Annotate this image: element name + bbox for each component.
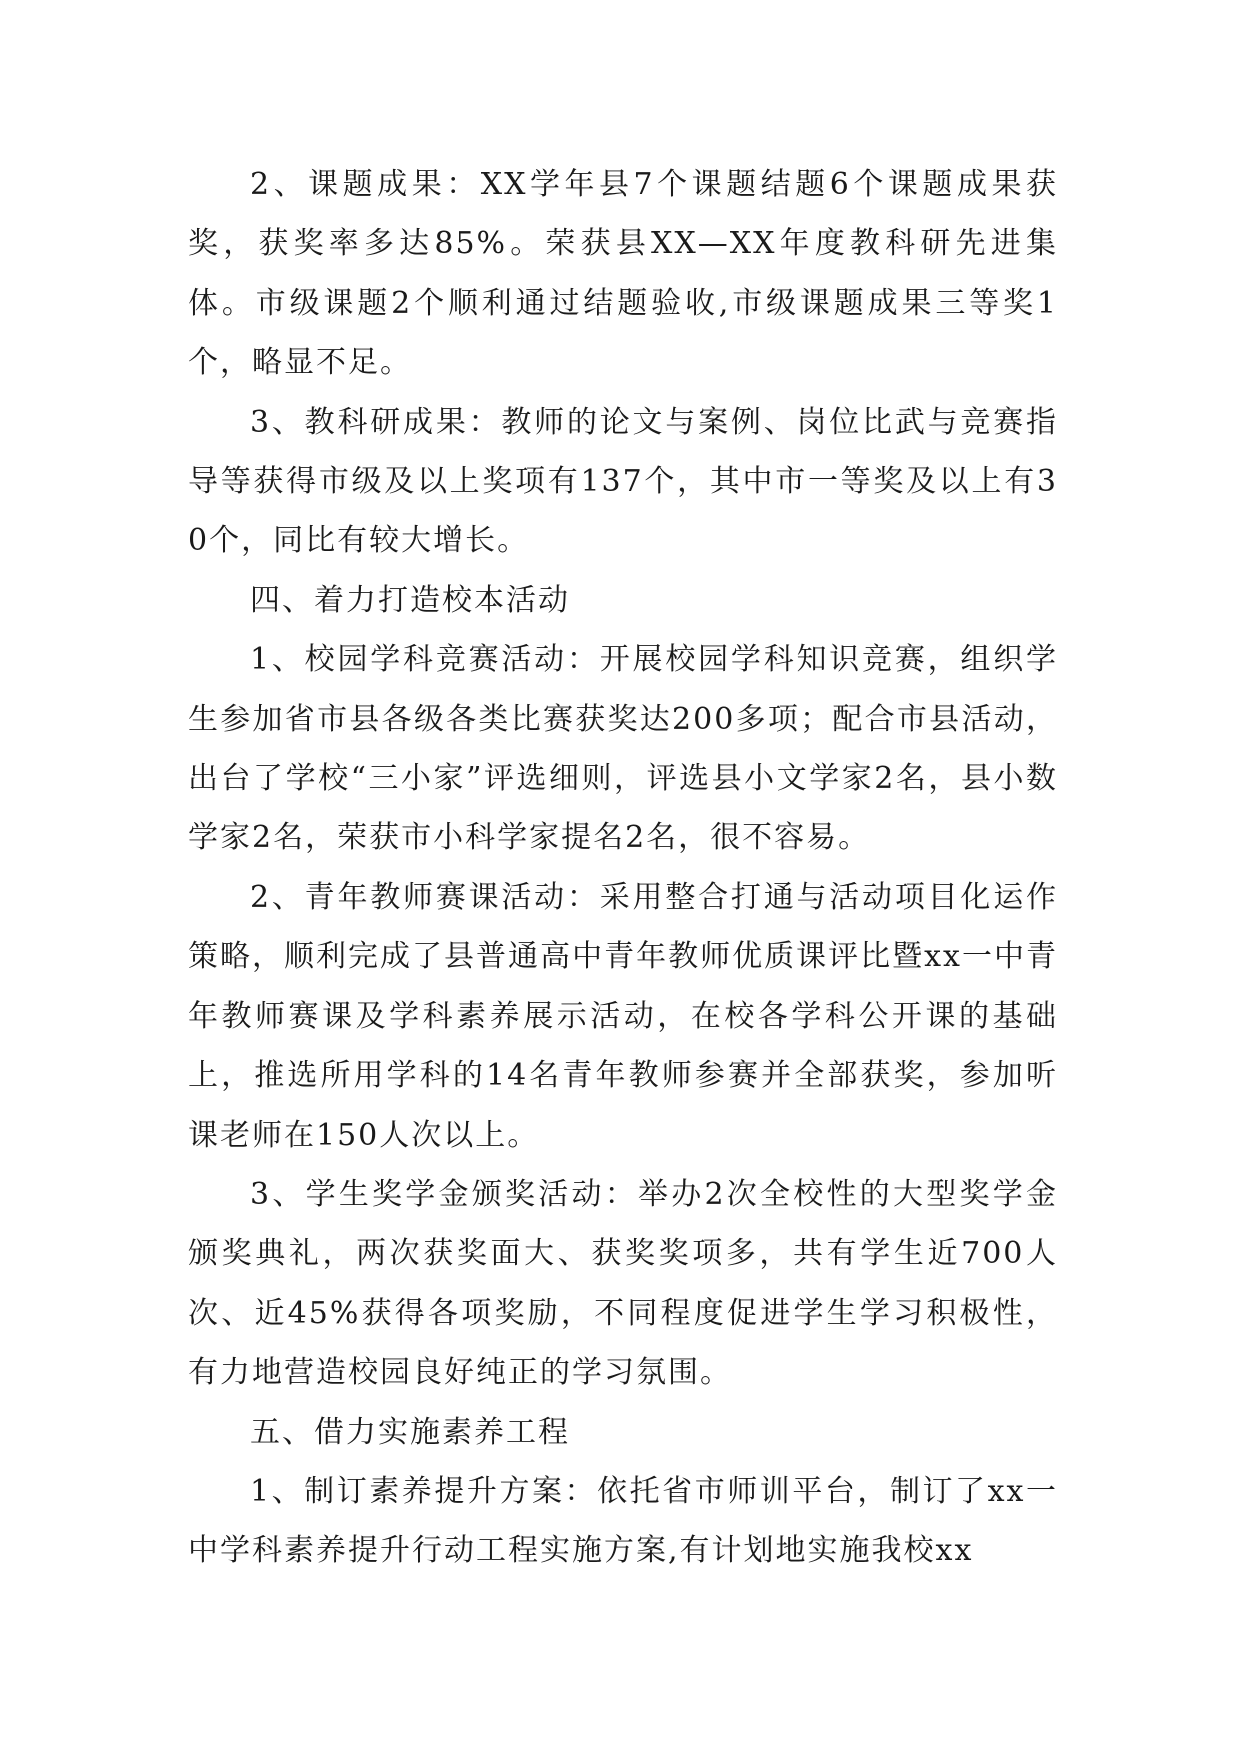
paragraph-young-teacher-contest: 2、青年教师赛课活动：采用整合打通与活动项目化运作策略，顺利完成了县普通高中青年教师优质课评比暨xx一中青年教师赛课及学科素养展示活动，在校各学科公开课的基础上，推选所用学科的14名青年教师参赛并全部获奖，参加听课老师在150人次以上。 — [188, 879, 1058, 1153]
paragraph-subject-competition: 1、校园学科竞赛活动：开展校园学科知识竞赛，组织学生参加省市县各级各类比赛获奖达200多项；配合市县活动，出台了学校“三小家”评选细则，评选县小文学家2名，县小数学家2名，荣获市小科学家提名2名，很不容易。 — [188, 642, 1058, 856]
section-heading-five: 五、借力实施素养工程 — [250, 1414, 570, 1450]
paragraph-literacy-plan: 1、制订素养提升方案：依托省市师训平台，制订了xx一中学科素养提升行动工程实施方案,有计划地实施我校xx — [188, 1473, 1058, 1569]
document-body — [188, 155, 1058, 1581]
paragraph-scholarship-awards: 3、学生奖学金颁奖活动：举办2次全校性的大型奖学金颁奖典礼，两次获奖面大、获奖奖项多，共有学生近700人次、近45%获得各项奖励，不同程度促进学生学习积极性，有力地营造校园良好纯正的学习氛围。 — [188, 1176, 1058, 1391]
paragraph-topic-results: 2、课题成果：XX学年县7个课题结题6个课题成果获奖，获奖率多达85%。荣获县XX—XX年度教科研先进集体。市级课题2个顺利通过结题验收,市级课题成果三等奖1个，略显不足。 — [188, 167, 1058, 381]
section-heading-four: 四、着力打造校本活动 — [250, 582, 570, 618]
paragraph-research-results: 3、教科研成果：教师的论文与案例、岗位比武与竞赛指导等获得市级及以上奖项有137个，其中市一等奖及以上有30个，同比有较大增长。 — [188, 404, 1058, 559]
